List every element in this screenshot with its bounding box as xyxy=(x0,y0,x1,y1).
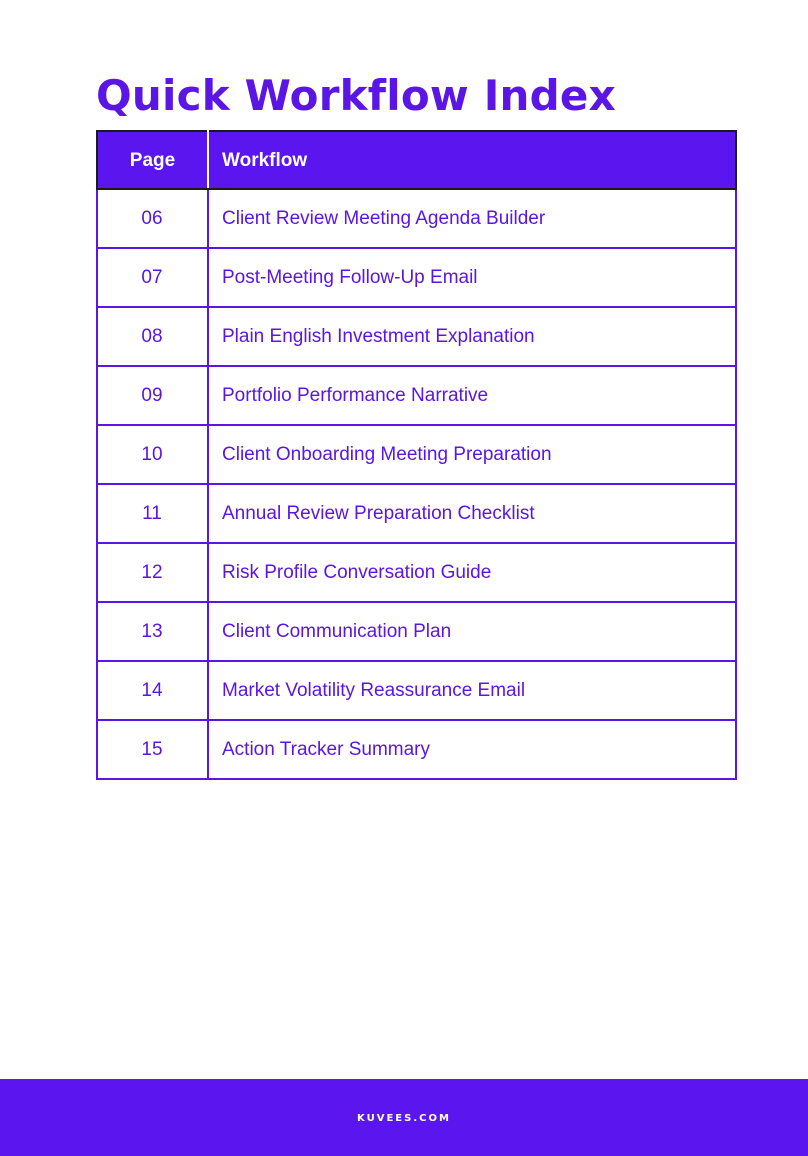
page-number-cell: 12 xyxy=(97,543,208,602)
page-number-cell: 13 xyxy=(97,602,208,661)
footer-bar xyxy=(0,1079,808,1156)
workflow-name-cell: Client Review Meeting Agenda Builder xyxy=(208,189,736,248)
table-row xyxy=(97,425,736,484)
page-number-cell: 06 xyxy=(97,189,208,248)
column-header-workflow: Workflow xyxy=(208,131,736,189)
table-row xyxy=(97,720,736,779)
workflow-index-table xyxy=(96,130,737,780)
page-number-cell: 10 xyxy=(97,425,208,484)
table-row xyxy=(97,602,736,661)
footer-website-text: KUVEES.COM xyxy=(357,1112,451,1124)
page-number-cell: 15 xyxy=(97,720,208,779)
page-title: Quick Workflow Index xyxy=(96,71,616,120)
page-number-cell: 08 xyxy=(97,307,208,366)
column-header-page: Page xyxy=(97,131,208,189)
workflow-name-cell: Client Onboarding Meeting Preparation xyxy=(208,425,736,484)
workflow-name-cell: Plain English Investment Explanation xyxy=(208,307,736,366)
page-number-cell: 07 xyxy=(97,248,208,307)
table-row xyxy=(97,307,736,366)
workflow-name-cell: Post-Meeting Follow-Up Email xyxy=(208,248,736,307)
workflow-name-cell: Annual Review Preparation Checklist xyxy=(208,484,736,543)
workflow-name-cell: Market Volatility Reassurance Email xyxy=(208,661,736,720)
table-row xyxy=(97,661,736,720)
workflow-name-cell: Portfolio Performance Narrative xyxy=(208,366,736,425)
workflow-name-cell: Client Communication Plan xyxy=(208,602,736,661)
page-number-cell: 14 xyxy=(97,661,208,720)
workflow-name-cell: Action Tracker Summary xyxy=(208,720,736,779)
table-row xyxy=(97,248,736,307)
table-row xyxy=(97,484,736,543)
page-number-cell: 09 xyxy=(97,366,208,425)
table-row xyxy=(97,189,736,248)
table-row xyxy=(97,543,736,602)
table-row xyxy=(97,366,736,425)
table-header-row xyxy=(97,131,736,189)
page-number-cell: 11 xyxy=(97,484,208,543)
workflow-name-cell: Risk Profile Conversation Guide xyxy=(208,543,736,602)
